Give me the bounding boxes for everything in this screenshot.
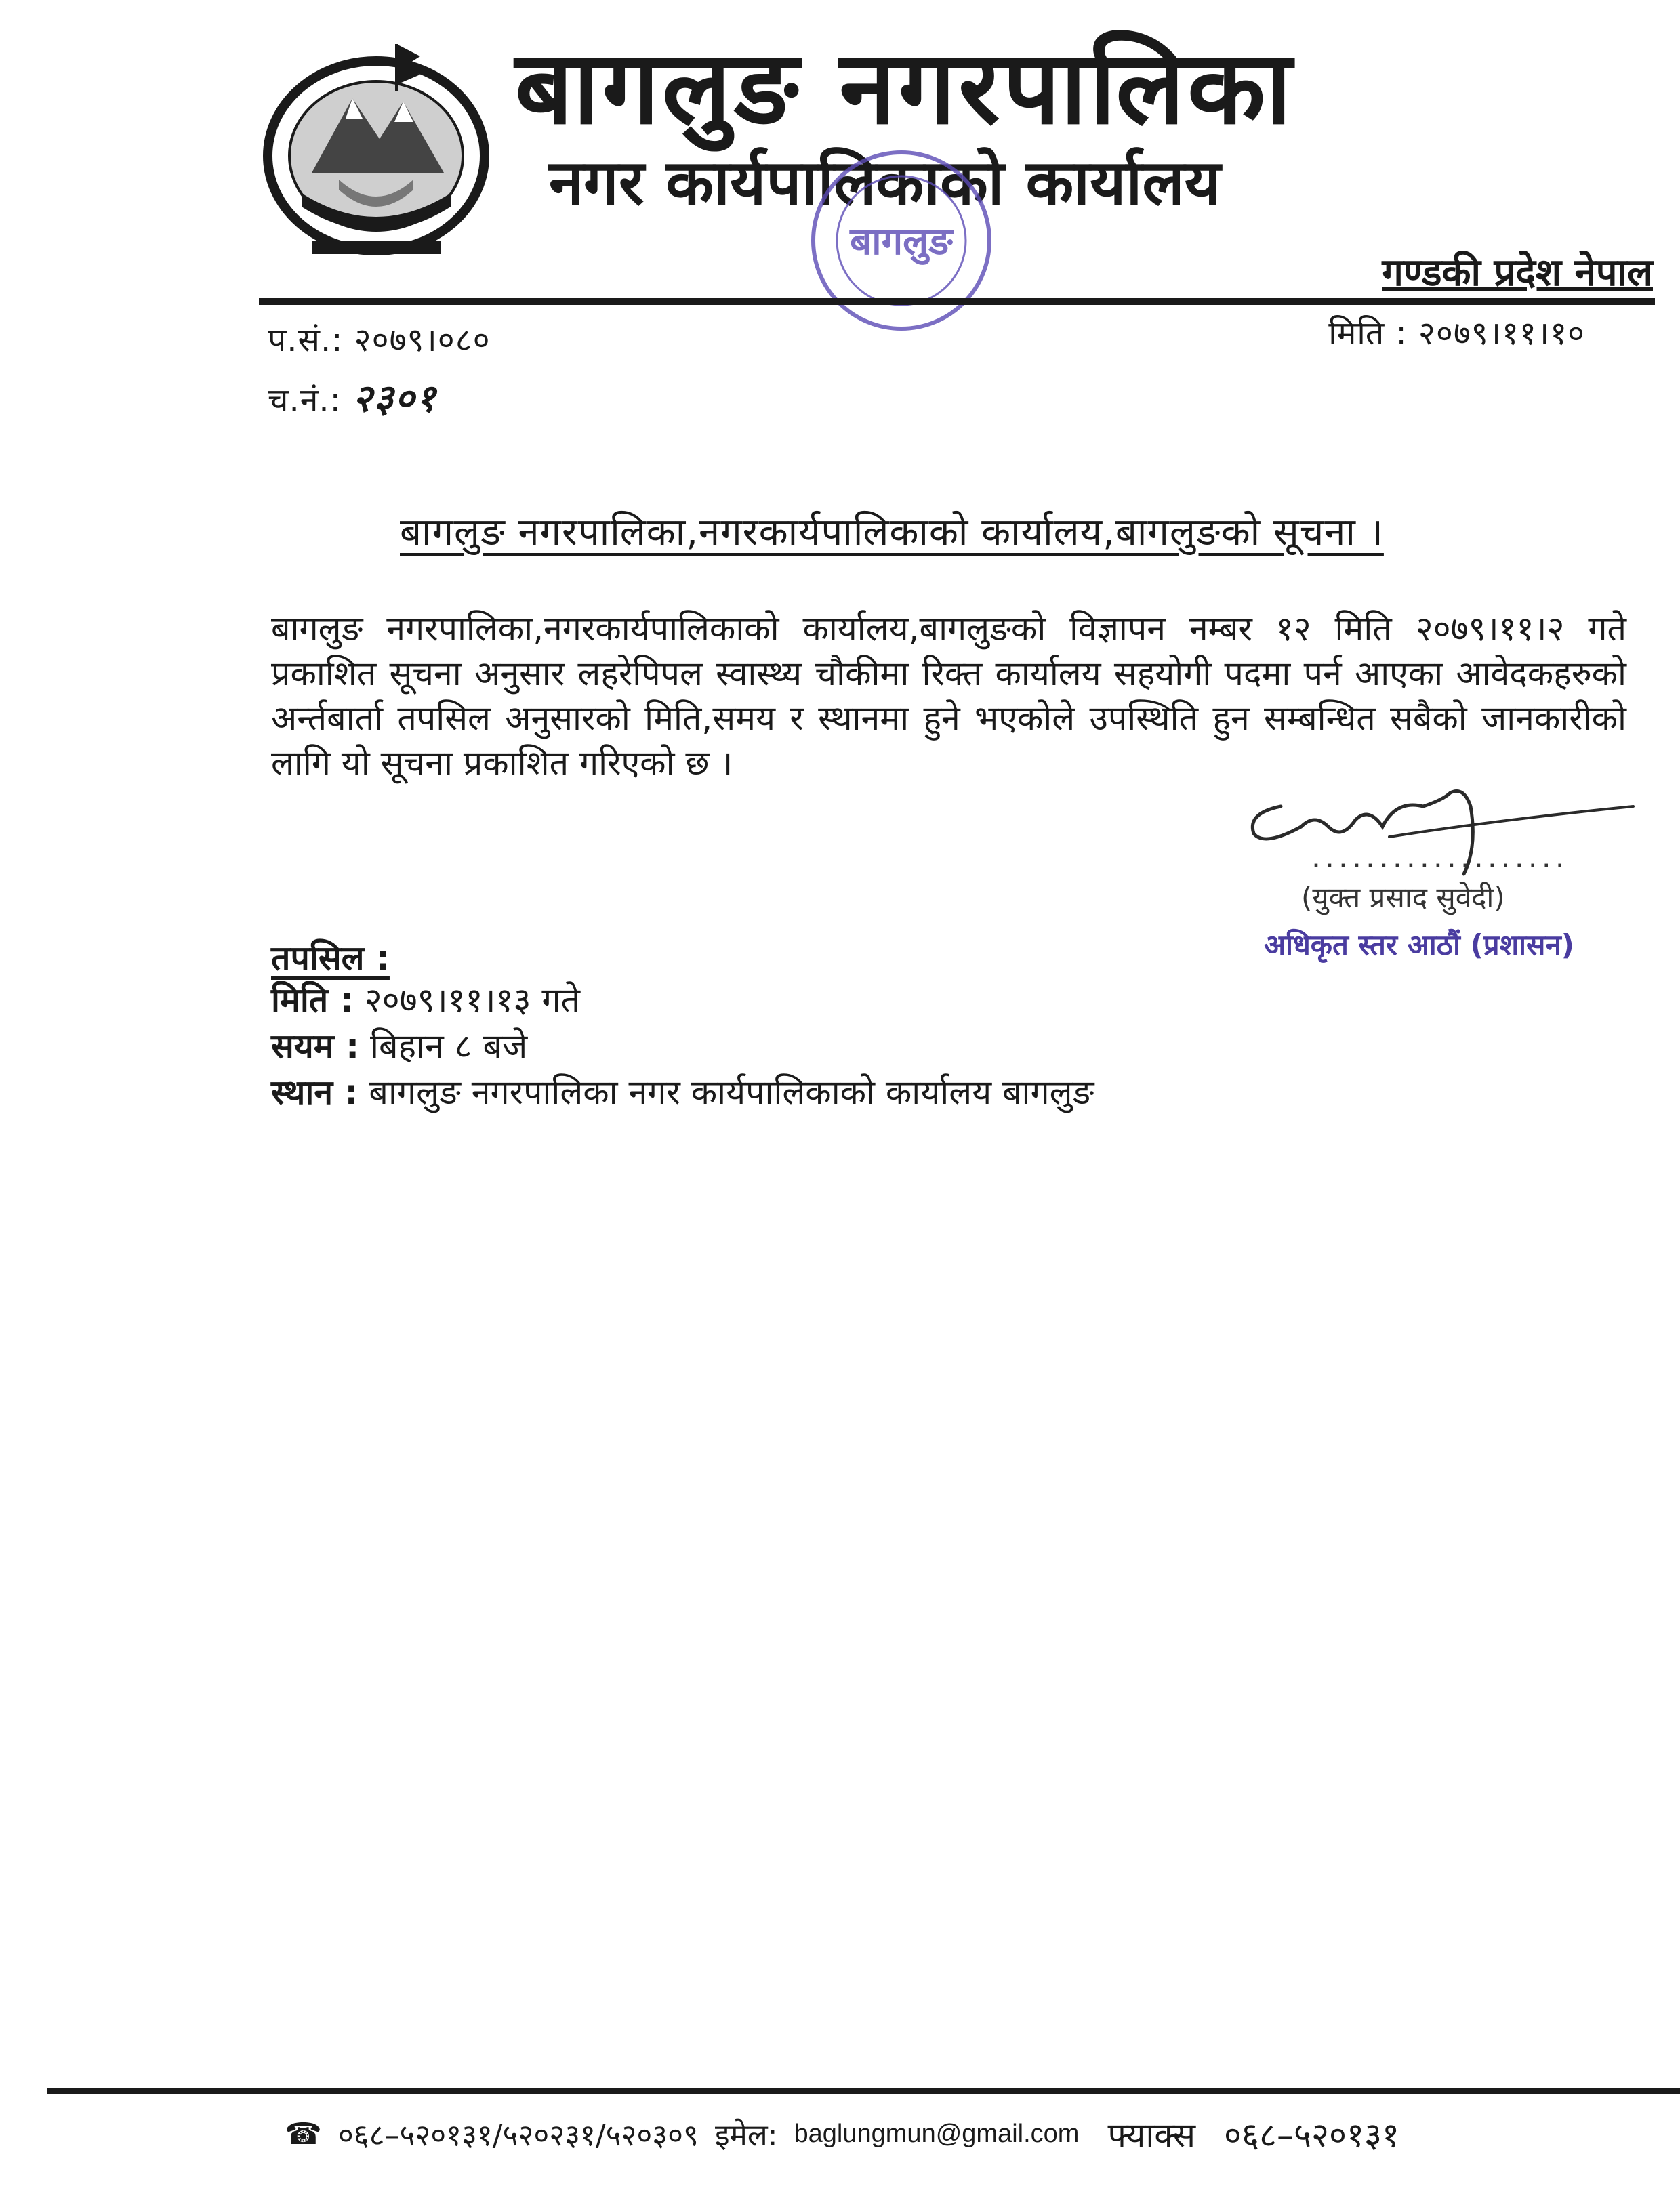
footer-contact: [285, 2111, 1399, 2157]
schedule-date-value: २०७९।११।१३ गते: [364, 981, 581, 1020]
schedule-heading: तपसिल :: [271, 938, 390, 978]
letter-date: [1328, 310, 1585, 354]
nepal-emblem-icon: [251, 37, 501, 261]
official-stamp-icon: [800, 139, 1003, 342]
fax-number: ०६८–५२०१३१: [1224, 2115, 1400, 2155]
ref-label: प.सं.:: [268, 321, 344, 359]
signature-line: ...................: [1311, 840, 1569, 875]
notice-heading: बागलुङ नगरपालिका,नगरकार्यपालिकाको कार्यालय,बागलुङको सूचना ।: [400, 510, 1384, 554]
date-label: मिति :: [1328, 314, 1408, 352]
email-label: इमेल:: [714, 2118, 778, 2153]
dispatch-label: च.नं.:: [268, 381, 342, 419]
schedule-time-value: बिहान ८ बजे: [370, 1027, 528, 1066]
schedule-place-value: बागलुङ नगरपालिका नगर कार्यपालिकाको कार्यालय बागलुङ: [369, 1073, 1094, 1112]
header-divider: [259, 298, 1655, 305]
office-title: नगर कार्यपालिकाको कार्यालय: [549, 146, 1221, 219]
schedule-place: [271, 1068, 1094, 1114]
date-value: २०७९।११।१०: [1418, 314, 1585, 352]
schedule-place-label: स्थान :: [271, 1073, 358, 1112]
stamp-label: बागलुङ: [850, 220, 953, 264]
reference-number: [268, 317, 491, 361]
phone-numbers: ०६८–५२०१३१/५२०२३१/५२०३०९: [337, 2118, 699, 2153]
ref-value: २०७९।०८०: [354, 321, 491, 359]
fax-label: फ्याक्स: [1107, 2115, 1196, 2155]
signatory-name: (युक्त प्रसाद सुवेदी): [1301, 881, 1505, 914]
phone-icon: ☎: [285, 2116, 322, 2151]
footer-divider: [47, 2088, 1680, 2094]
schedule-time: [271, 1022, 527, 1068]
dispatch-number: [268, 371, 437, 423]
schedule-date-label: मिति :: [271, 981, 354, 1020]
dispatch-value: २३०१: [352, 376, 437, 421]
schedule-date: [271, 976, 580, 1022]
signatory-title: अधिकृत स्तर आठौं (प्रशासन): [1264, 928, 1574, 962]
notice-body: बागलुङ नगरपालिका,नगरकार्यपालिकाको कार्यालय,बागलुङको विज्ञापन नम्बर १२ मिति २०७९।११।२ गते प्रकाशित सूचना अनुसार लहरेपिपल स्वास्थ्य चौकीमा रिक्त कार्यालय सहयोगी पदमा पर्न आएका आवेदकहरुको अर्न्तबार्ता तपसिल अनुसारको मिति,समय र स्थानमा हुने भएकोले उपस्थिति हुन सम्बन्धित सबैको जानकारीको लागि यो सूचना प्रकाशित गरिएको छ ।: [271, 609, 1626, 783]
municipality-title: बागलुङ नगरपालिका: [515, 29, 1295, 147]
email-address: baglungmun@gmail.com: [794, 2119, 1080, 2148]
province-label: गण्डकी प्रदेश नेपाल: [1382, 251, 1653, 295]
schedule-time-label: सयम :: [271, 1027, 360, 1066]
